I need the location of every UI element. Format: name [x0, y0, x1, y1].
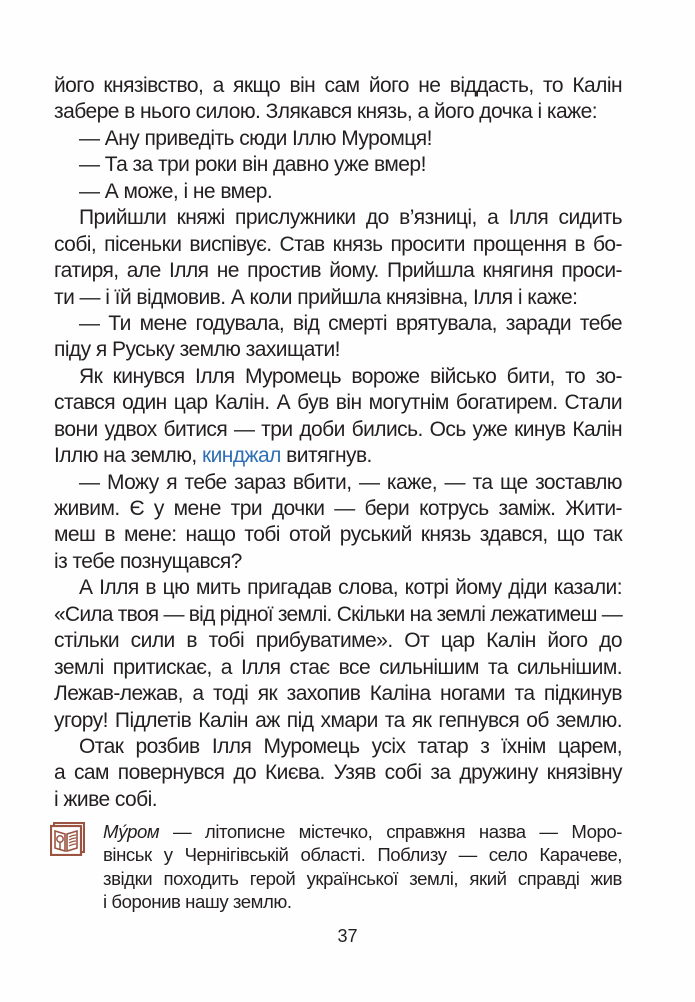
note-line: і боронив нашу землю. — [103, 890, 292, 912]
story-line: забере в нього силою. Злякався князь, а його дочка і каже: — [54, 100, 598, 124]
paragraph-start-line: Прийшли княжі прислужники до в’язниці, а Ілля сидить — [79, 206, 622, 230]
text-after-keyword: витягнув. — [280, 444, 372, 468]
dialog-line: — Ти мене годувала, від смерті врятувала, заради тебе — [79, 311, 622, 335]
story-text — [54, 73, 622, 813]
text-before-keyword: Іллю на землю, — [54, 444, 202, 468]
glossary-keyword-link[interactable]: кинджал — [201, 444, 281, 468]
open-book-icon — [50, 822, 86, 856]
dialog-line: — Можу я тебе зараз вбити, — каже, — та ще зоставлю — [79, 470, 622, 494]
story-line: і живе собі. — [54, 787, 158, 811]
note-definition: — літописне містечко, справжня назва — Моро- — [159, 821, 622, 842]
story-line-with-keyword — [54, 443, 622, 469]
dialog-line: — Та за три роки він давно уже вмер! — [79, 153, 426, 177]
note-line: звідки походить герой української землі, який справді жив — [103, 867, 622, 889]
story-line: вони удвох битися — три доби бились. Ось уже кинув Калін — [54, 417, 622, 441]
paragraph-start-line: Отак розбив Ілля Муромець усіх татар з їхнім царем, — [79, 734, 622, 758]
story-line: собі, пісеньки виспівує. Став князь просити прощення в бо- — [54, 232, 622, 256]
note-line — [103, 820, 622, 843]
story-line: стільки сили в тобі прибуватиме». От цар Калін його до — [54, 629, 622, 653]
dialog-line: — Ану приведіть сюди Іллю Муромця! — [79, 126, 432, 150]
story-line: стався один цар Калін. А був він могутнім богатирем. Стали — [54, 391, 622, 415]
story-line: живим. Є у мене три дочки — бери котрусь заміж. Жити- — [54, 497, 622, 520]
story-line: Лежав-лежав, а тоді як захопив Каліна ногами та підкинув — [54, 682, 622, 706]
dialog-line: — А може, і не вмер. — [79, 179, 273, 203]
story-line: його князівство, а якщо він сам його не віддасть, то Калін — [54, 74, 622, 97]
note-term: Му́ром — [103, 821, 160, 842]
note-text — [103, 820, 622, 913]
note-line: вінськ у Чернігівській області. Поблизу — село Карачеве, — [103, 844, 622, 866]
paragraph-start-line: Як кинувся Ілля Муромець вороже військо бити, то зо- — [79, 364, 622, 388]
story-line: а сам повернувся до Києва. Узяв собі за дружину князівну — [54, 761, 622, 785]
story-line: землі притискає, а Ілля стає все сильнішим та сильнішим. — [54, 655, 622, 679]
page-number: 37 — [337, 926, 358, 946]
story-line: меш в мене: нащо тобі отой руський князь здався, що так — [54, 523, 622, 547]
story-line: із тебе познущався? — [54, 549, 242, 573]
story-line: гатиря, але Ілля не простив йому. Прийшла княгиня проси- — [54, 259, 622, 283]
story-line: угору! Підлетів Калін аж під хмари та як гепнувся об землю. — [54, 708, 622, 732]
story-line: піду я Руську землю захищати! — [54, 338, 340, 362]
story-line: «Сила твоя — від рідної землі. Скільки на землі лежатимеш — — [54, 602, 622, 626]
story-line: ти — і їй відмовив. А коли прийшла князівна, Ілля і каже: — [54, 285, 578, 309]
paragraph-start-line: А Ілля в цю мить пригадав слова, котрі йому діди казали: — [79, 576, 622, 600]
